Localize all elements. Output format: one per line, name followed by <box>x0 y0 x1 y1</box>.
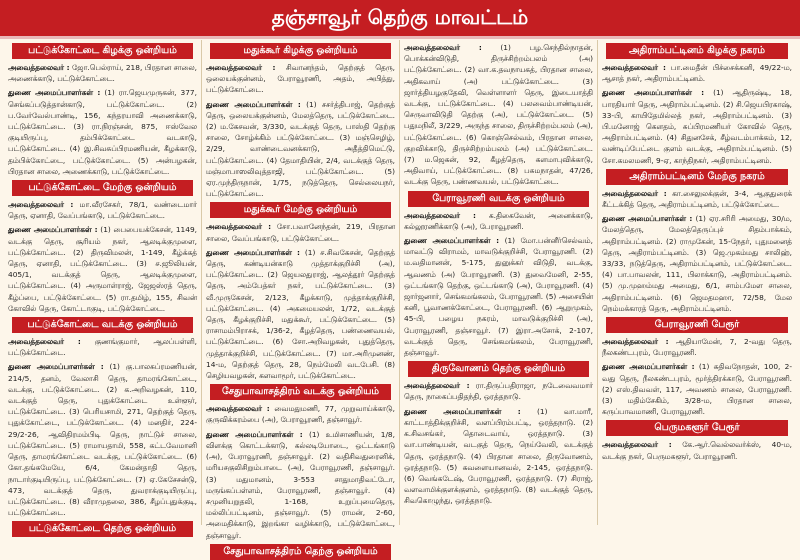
section-header: மதுக்கூர் மேற்கு ஒன்றியம் <box>210 202 391 218</box>
role-label: அவைத்தலைவர் : <box>206 222 272 232</box>
section-header: மதுக்கூர் கிழக்கு ஒன்றியம் <box>210 43 391 59</box>
role-label: துணை அமைப்பாளர்கள் : <box>8 225 98 235</box>
section-header: சேதுபாவாசத்திரம் தெற்கு ஒன்றியம் <box>210 544 391 560</box>
member-details: (1) மோ.பன்னீர்செல்வம், மாவட்டு விராமம், மாவடுக்குறிச்சி, பேராவூரணி. (2) ம.வதிமானன், 5-175, துனுக்கர் விடுதி, வடக்கு, ஆவணம் (அ) பேராவூரணி. (3) துவைமேனி, 2-55, ஒட்டங்காடு தெற்கு, ஒட்டங்காடு (அ), பேராவூரணி. (4) ஜார்ஜனார், செங்கமங்கலம், பேராவூரணி. (5) அசையின் கனி, பூவாணக்கோட்டை, பேராவூரணி. (6) ஆறுமுகம், 45-பி, பழைய நகரம், மாவடுக்குறிச்சி (அ), பேராவூரணி, தஞ்சாவூர். (7) இரா.அசோக், 2-107, வடக்குத் தெரு, செங்கமங்கலம், பேராவூரணி, தஞ்சாவூர். <box>404 236 593 358</box>
member-paragraph <box>404 235 593 358</box>
role-label: துணை அமைப்பாளர்கள் : <box>602 88 705 98</box>
role-label: துணை அமைப்பாளர்கள் : <box>602 362 695 372</box>
member-paragraph <box>602 87 792 165</box>
member-details: (1) சசர்த்திபாஜ், தெற்குத் தெரு, ஒலையக்குன்னம், மேலத்தெரு, பட்டுக்கோட்டை. (2) ம.கேசவன், 3/330, வடக்குத் தெரு, பாஸ்தி தெற்கு சாலை, சோழ்க்கிம் பட்டுக்கோட்டை. (3) மஞ்செழிழ், 2/29, வாண்டைவனக்காடு, அதீத்திமெட்டு, பட்டுக்கோட்டை. (4) தேமாதியின், 2/4, வடக்குத் தெரு, மஞ்மாபாஸலிவுத்தாஜி, பட்டுக்கோட்டை. (5) ஏர.முந்திருநான், 1/75, நடுத்தெரு, செல்லையநர், பட்டுக்கோட்டை. <box>206 99 395 199</box>
member-paragraph <box>206 247 395 381</box>
role-label: துணை அமைப்பாளர்கள் : <box>206 429 303 439</box>
role-label: அவைத்தலைவர் : <box>602 337 669 347</box>
member-details: பா.மைதீன் பிச்சைக்கனி, 49/22-ம, ஆசாத் நகர், அதிராம்பட்டினம். <box>602 63 792 84</box>
column-3 <box>400 40 598 525</box>
member-paragraph <box>602 361 792 417</box>
role-label: அவைத்தலைவர் : <box>206 404 270 414</box>
column-2 <box>202 40 400 557</box>
role-label: துணை அமைப்பாளர்கள் : <box>206 247 300 257</box>
member-paragraph <box>404 42 593 188</box>
member-paragraph <box>206 429 395 541</box>
role-label: துணை அமைப்பாளர்கள் : <box>404 406 521 416</box>
member-details: ரா.திருப்பதிராஜா, நடேவைவமார் தெரு, நாகைப்பதிதந்தி, ஒரத்தநாடு. <box>404 381 594 402</box>
section-header: பெருமகளூர் பேரூர் <box>606 420 788 436</box>
section-header: திருவோணம் தெற்கு ஒன்றியம் <box>408 361 589 377</box>
member-details: ஆதியாமேன், 7, 2-வது தெரு, நீலகண்டபுரம், பேராவூரணி. <box>602 337 793 358</box>
role-label: அவைத்தலைவர் : <box>602 63 666 72</box>
member-paragraph <box>404 380 593 402</box>
member-details: க.திகைவேன், அனைக்காடு, கல்லூரணிக்காடு (அ), பேராவூரணி. <box>404 210 594 231</box>
role-label: அவைத்தலைவர் : <box>404 210 476 220</box>
member-paragraph <box>602 439 792 461</box>
role-label: அவைத்தலைவர் : <box>206 63 276 72</box>
section-header: பட்டுக்கோட்டை வடக்கு ஒன்றியம் <box>12 317 193 333</box>
page-title: தஞ்சாவூர் தெற்கு மாவட்டம் <box>0 0 800 39</box>
section-header: சேதுபாவாசத்திரம் வடக்கு ஒன்றியம் <box>210 384 391 400</box>
member-paragraph <box>404 406 593 507</box>
member-details: கா.சைலுலக்குன், 3-4, ஆகுதுரைக் கீட்டக்கித் தெரு, அதிராம்பட்டினம், பட்டுக்கோட்டை. <box>602 188 792 210</box>
role-label: அவைத்தலைவர் : <box>602 188 667 198</box>
section-header: அதிராம்பட்டினம் கிழக்கு நகரம் <box>606 43 788 59</box>
member-details: சிவானந்தம், தெற்குத் தெரு, ஒலையக்குன்னம், பேராவூரணி, அதம், அபித்து, பட்டுக்கோட்டை. <box>206 63 395 95</box>
member-paragraph <box>602 188 792 210</box>
member-details: (1) ஆதிருஷ்டி, 18, பாரதியார் தெரு, அதிராம்பட்டினம். (2) சி.ஜெயபிரகாஷ், 33-பி, காயிதேமில்லத் நகர், அதிராம்பட்டினம். (3) பி.மனோஜ் கௌதம், சுப்பிரமணியர் கோவில் தெரு, அதிராம்பட்டினம். (4) சிதுனசேக், சீழ்வடம்பாக்கம், 12, வண்டிப்பேட்டை குளம் வடக்கு, அதிராம்பட்டினம். (5) சோ.கமலமணி, 9-ஏ, காந்திநகர், அதிராம்பட்டினம். <box>602 88 792 165</box>
role-label: துணை அமைப்பாளர்கள் : <box>8 88 101 98</box>
role-label: துணை அமைப்பாளர்கள் : <box>8 362 104 372</box>
role-label: துணை அமைப்பாளர்கள் : <box>206 99 301 109</box>
member-details: (1) உமிசாணியன், 1/8, விளக்கு கொட்டக்காடு, கல்லடியோடை, ஒட்டங்காடு (அ), பேராவூரணி, தஞ்சாவூர். (2) வதிசிவதுரைனிக், மரியசகுலிசிறும்பாடை (அ), பேராவூரணி, தஞ்சாவூர். (3) மதுமானம், 3-553 சாதுமாதிவட்டோ, மருங்கப்பள்ளம், பேராவூரணி, தஞ்சாவூர். (4) சமுனியறுதலி, 1-168, உறுப்புமைதெரு, மல்லிப்பட்டினம், தஞ்சாவூர். (5) ராமன், 2-60, அமைதிக்காடு, இறங்கா வழிக்காடு, பட்டுக்கோட்டை, தஞ்சாவூர். <box>206 429 395 540</box>
member-paragraph <box>8 62 197 84</box>
role-label: அவைத்தலைவர் : <box>8 337 81 347</box>
section-header: பேராவூரணி பேரூர் <box>606 317 788 333</box>
member-paragraph <box>8 336 197 358</box>
member-paragraph <box>206 221 395 243</box>
role-label: அவைத்தலைவர் : <box>404 43 482 52</box>
member-details: (1) வா.மாரீ, காட்டாத்திக்குறிச்சி, வளப்பிரம்பட்டி, ஒரத்தநாடு. (2) க.சிவசங்கர், தொடைவாய், ஒரத்தநாடு. (3) வா.பாண்டியன், வடகுத் தெரு, நெய்வேலி, வடக்குத் தெரு, ஒரத்தநாடு. (4) பிரதான சாலை, திருவோணம், ஒரத்தநாடு. (5) கவளையானவல், 2-145, ஒரத்தநாடு. (6) வெங்கடேஷ், பேராவூரணி, ஒரத்தநாடு. (7) சிராஜ், வளவாமிக்குளக்குளம், ஒரத்தநாடு. (8) வடக்குத் தெரு, சிவகொழுந்து, ஒரத்தநாடு. <box>404 406 593 506</box>
member-paragraph <box>8 199 197 221</box>
section-header: பட்டுக்கோட்டை தெற்கு ஒன்றியம் <box>12 521 193 537</box>
member-paragraph <box>206 62 395 96</box>
member-details: வைமதுமணி, 77, முறுவாய்க்காடு, குருவிக்கரம்பை (அ), பேராவூரணி, தஞ்சாவூர். <box>206 404 395 425</box>
role-label: துணை அமைப்பாளர்கள் : <box>404 236 500 246</box>
member-details: சோ.பவானேந்தன், 219, பிரதான சாலை, வேப்பங்காடு, பட்டுக்கோட்டை. <box>206 222 395 243</box>
section-header: பட்டுக்கோட்டை மேற்கு ஒன்றியம் <box>12 180 193 196</box>
member-details: (1) ரா.ஜெயமுருகன், 377, செங்கப்படுத்தான்காடு, பட்டுக்கோட்டை. (2) ப.வேர்வேல்பாண்டி, 156, கந்தரயாவி அணைக்காடு, பட்டுக்கோட்டை. (3) ரா.நிரஞ்சன், 875, ஈஸ்வேல குடியிருப்பு, தம்பிக்கோட்டை வடகாடு, பட்டுக்கோட்டை. (4) இ.சிவசுப்பிரமணியன், கீழக்காடு, தம்பிக்கோட்டை, பட்டுக்கோட்டை. (5) அன்பழகன், பிரதான சாலை, அணைக்காடு, பட்டுக்கோட்டை. <box>8 88 197 176</box>
role-label: துணை அமைப்பாளர்கள் : <box>602 214 693 224</box>
member-details: (1) சுதிவநோதன், 100, 2-வது தெரு, நீலகண்டபுரம், மூர்த்திரக்காடு, பேராவூரணி. (2) எஸ்.திவவள், 117, அவணம் சாலை, பேராவூரணி. (3) மதிம்சேகிம், 3/28-ம, பிரதான சாலை, கருப்பாவமாணி, பேராவூரணி. <box>602 362 792 417</box>
section-header: அதிராம்பட்டினம் மேற்கு நகரம் <box>606 169 788 185</box>
member-paragraph <box>602 213 792 314</box>
role-label: அவைத்தலைவர் : <box>602 440 672 450</box>
member-paragraph <box>404 210 593 232</box>
section-header: பேராவூரணி வடக்கு ஒன்றியம் <box>408 191 589 207</box>
member-paragraph <box>8 361 197 518</box>
member-details: கே.ஆர்.வெல்லவர்க்ஸ், 40-ம, வடக்கு நகர், பெருமகளூர், பேராவூரணி. <box>602 440 792 461</box>
member-paragraph <box>206 99 395 200</box>
role-label: அவைத்தலைவர் : <box>8 63 70 72</box>
member-paragraph <box>8 87 197 177</box>
member-paragraph <box>206 403 395 425</box>
column-1 <box>4 40 202 535</box>
member-details: (1) பைபையக்கேசன், 1149, வடக்கு தெரு, சூரியம் நகர், ஆலடிக்குமுளை, பட்டுக்கோட்டை. (2) திருவிமலன், 1-149, கீழ்க்கத் தெரு, ஏனாதி, பட்டுக்கோட்டை. (3) ச.ஜூலியன், 405/1, வடக்குத் தெரு, ஆலடிக்குமுளை, பட்டுக்கோட்டை. (4) அருமாள்ராஜ், ஜேஜஸ்ரத் தெரு, கீழ்ப்பை, பட்டுக்கோட்டை. (5) ரா.தமிழ், 155, சிவன் கோவில் தெரு, கோட்டாகுடி, பட்டுக்கோட்டை. <box>8 225 197 313</box>
member-details: குணங்குமார், ஆலப்பள்ளி, பட்டுக்கோட்டை. <box>8 337 197 358</box>
columns-container <box>4 40 796 557</box>
section-header: பட்டுக்கோட்டை கிழக்கு ஒன்றியம் <box>12 43 193 59</box>
member-details: (1) பழ.செந்தில்நாதன், பொக்கன்விடுதி, திருச்சிற்றம்பலம் (அ) பட்டுக்கோட்டை. (2) வா.க.தவநாயகத், பிரதான சாலை, அதிகவாய் (அ) பட்டுக்கோட்டை. (3) ஜார்த்தியழகுதேவி, வெள்ளாளர் தெரு, இடையாத்தி வடக்கு, பட்டுக்கோட்டை. (4) பலவைம்பாண்டியன், செருவாவிடுதி தெற்கு (அ), பட்டுக்கோட்டை. (5) பதுமநிலீ, 3/229, அருந்த சாலை, திருச்சிற்றம்பலம் (அ), பட்டுக்கோட்டை. (6) கொஞ்செல்வம், பிரதான சாலை, குறவிக்காடு, திருச்சிற்றம்பலம் (அ) பட்டுக்கோட்டை. (7) ம.ஜெகன், 92, கீழத்தெரு, களமாபுவிக்காடு, அதிவாய், பட்டுக்கோட்டை. (8) பசுமநாதன், 47/26, வடக்கு தெரு, பண்ணவயல், பட்டுக்கோட்டை. <box>404 43 593 187</box>
member-details: ஜோ.பெல்ராய், 218, பிரதான சாலை, அணைக்காடு, பட்டுக்கோட்டை. <box>8 63 198 84</box>
role-label: அவைத்தலைவர் : <box>404 381 470 391</box>
member-details: மா.வீரசேகர், 78/1, வண்டைமார் தெரு, ஏனாதி, வேப்பங்காடு, பட்டுக்கோட்டை. <box>8 200 198 221</box>
column-4 <box>598 40 796 525</box>
member-paragraph <box>8 224 197 314</box>
role-label: அவைத்தலைவர் : <box>8 200 74 210</box>
member-details: (1) ச.சிவகேசன், தெற்குத் தெரு, கண்டியன்காடு முத்தாக்குறிச்சி (அ), பட்டுக்கோட்டை. (2) ஜெயலதுராஜ், ஆலத்தூர் தெற்குத் தெரு, அம்பேத்கர் நகர், பட்டுக்கோட்டை. (3) வீ.முருகேசன், 2/123, கீழக்காடு, முத்தாக்குறிச்சி, பட்டுக்கோட்டை. (4) அகமையலன், 1/72, வடக்குத் தெரு, கீழக்குறிச்சி, மதுக்கூர், பட்டுக்கோட்டை. (5) ராசாமம்பிராசக், 1/36-2, கீழத்தெரு, பண்ணைவயல், பட்டுக்கோட்டை. (6) சோ.அறிவழகன், புதுத்தெரு, முத்தாக்குறிச்சி, பட்டுக்கோட்டை. (7) மா.அரிமுனண், 14-ம, தெற்குத் தெரு, 28, நெம்மேலி வடபேசி. (8) செழியவழகன், களவாமூர், பட்டுக்கோட்டை. <box>206 247 395 381</box>
member-paragraph <box>602 336 792 358</box>
member-details: (1) ஏர.சரிரி அமைது, 30/ம, மேலத்தெரு, மேலத்தெருப்புச் சிதம்பாக்கம், அதிராம்பட்டினம். (2) ராமுகேன், 15-நேதர், புதுமனைத் தெரு, அதிராம்பட்டினம். (3) ஜெ.முகம்மது சாலிஹ், 33/33, நடுத்தெரு, அதிராம்பட்டினம், பட்டுக்கோட்டை. (4) பா.பாவலன், 111, பிலாக்காடு, அதிராம்பட்டினம். (5) மு.முஹம்மது அமைது, 6/1, சாம்பமேள சாலை, அதிராம்பட்டினம். (6) ஜெமதமஹா, 72/58, மேல நெம்மக்காரத் தெரு, அதிராம்பட்டினம். <box>602 214 792 313</box>
member-paragraph <box>602 62 792 84</box>
member-details: (1) கு.பாலசுப்ரமணியன், 214/5, தனம், வேலாசி தெரு, தாமரங்கோட்டை, வடக்கு, பட்டுக்கோட்டை. (2) க.அறிவழகன், 110, வடக்குத் தெரு, புதுக்கோட்டை உள்ளூர், பட்டுக்கோட்டை. (3) பெரியசாமி, 271, தெற்குத் தெரு, புதுக்கோட்டை, பட்டுக்கோட்டை. (4) மனதிர், 224-29/2-26, ஆவிதிரமம்பிடி தெரு, நாட்டுச் சாலை, பட்டுக்கோட்டை. (5) ராமாயதாமி, 558, கட்டவேமானி தெரு, தாமரங்கோட்டை வடக்கு, பட்டுக்கோட்டை. (6) கோ.தங்கமேயே, 6/4, கேமன்தாதி தெரு, நாடார்குடியிருப்பு, பட்டுக்கோட்டை. (7) ஏ.கேசேசன்டு, 473, வடக்குத் தெரு, துவராக்குடியிருப்பு, பட்டுக்கோட்டை. (8) வீராமுதலை, 386, சீழப்புதுக்குடி, பட்டுக்கோட்டை. <box>8 362 197 518</box>
